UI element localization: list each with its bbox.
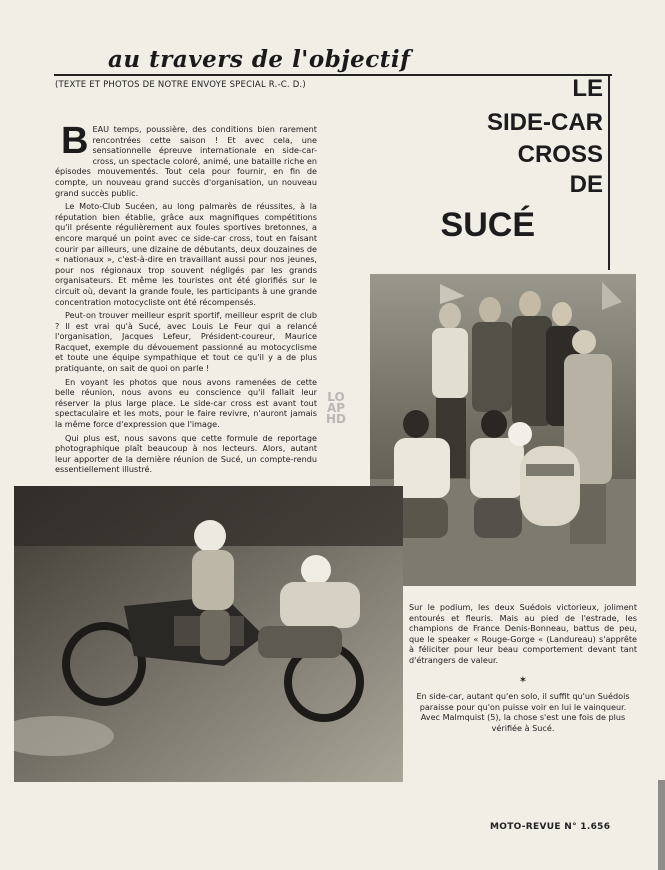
- page-edge-shadow: [658, 780, 665, 870]
- article-body: [55, 120, 317, 478]
- star-separator: ✶: [518, 674, 528, 686]
- article-paragraph: Qui plus est, nous savons que cette formule de reportage photographique plaît beaucoup à nos lecteurs. Alors, autant leur apporter de la dernière réunion de Sucé, un compte-rendu essentiellement illustré.: [55, 432, 317, 475]
- article-title: [441, 72, 603, 246]
- byline: (TEXTE ET PHOTOS DE NOTRE ENVOYE SPECIAL R.-C. D.): [55, 80, 306, 90]
- title-line-1: LE: [572, 75, 603, 102]
- article-paragraph: Le Moto-Club Sucéen, au long palmarès de réussites, à la réputation bien établie, grâce aux magnifiques compétitions qu'il présente régulièrement aux foules sportives bretonnes, a encore marqué un point avec ce side-car cross, tout en faisant courir par ailleurs, une dizaine de débutants, deux douzaines de « nationaux », c'est-à-dire en travaillant aussi pour nos jeunes, pour nos régionaux trop souvent négligés par les grands organisateurs. Et même les touristes ont été glorifiés sur le circuit où, devant la grande foule, les participants à une grande concentration motocycliste ont été récompensés.: [55, 201, 317, 307]
- watermark-line: LO: [327, 390, 345, 404]
- drop-cap: B: [61, 120, 89, 162]
- article-paragraph: En voyant les photos que nous avons ramenées de cette belle réunion, nous avons eu conscience qu'il fallait leur réserver la plus large place. Le side-car cross est avant tout spectaculaire et les mots, pour le faire revivre, n'auront jamais la même force d'expression que l'image.: [55, 376, 317, 430]
- caption-race: En side-car, autant qu'en solo, il suffit qu'un Suédois paraisse pour qu'on puisse voir en lui le vainqueur. Avec Malmquist (5), la chose s'est une fois de plus vérifiée à Sucé.: [416, 691, 630, 733]
- page-footer: MOTO-REVUE N° 1.656: [490, 822, 611, 832]
- article-paragraph: [55, 120, 317, 198]
- paragraph-text: EAU temps, poussière, des conditions bien rarement rencontrées cette saison ! Et avec cela, une sensationnelle épreuve internationale en side-car-cross, un spectacle coloré, animé, une bataille riche en épisodes mouvementés. Tout cela pour fournir, en fin de compte, un nouveau grand succès d'organisation, un nouveau grand succès public.: [55, 124, 317, 198]
- title-line-2: SIDE-CAR: [486, 109, 603, 136]
- title-line-3: CROSS: [517, 141, 603, 168]
- caption-podium: Sur le podium, les deux Suédois victorieux, joliment entourés et fleuris. Mais au pied de l'estrade, les champions de France Denis-Bonneau, battus de peu, que le speaker « Rouge-Gorge « (Landureau) s'apprête à féliciter pour leur beau comportement devant tant d'étrangers de valeur.: [409, 602, 637, 665]
- podium-photo: [370, 274, 636, 586]
- watermark-logo: [326, 392, 346, 425]
- sidecar-race-photo: [14, 486, 403, 782]
- photo-caption: [409, 602, 637, 734]
- title-line-4: DE: [569, 171, 603, 198]
- vertical-rule: [608, 74, 610, 270]
- watermark-line: AP: [326, 401, 346, 415]
- watermark-line: HD: [326, 412, 347, 426]
- title-line-5: SUCÉ: [440, 206, 535, 244]
- section-title: au travers de l'objectif: [108, 46, 411, 73]
- article-paragraph: Peut-on trouver meilleur esprit sportif, meilleur esprit de club ? Il est vrai qu'à Sucé, avec Louis Le Feur qui a relancé l'organisation, Jacques Lefeur, Président-coureur, Maurice Racquet, exemple du dévouement passionné au motocyclisme et toute une équipe sympathique et tout ce qu'il y a de plus pratiquante, on sait de quoi on parle !: [55, 310, 317, 374]
